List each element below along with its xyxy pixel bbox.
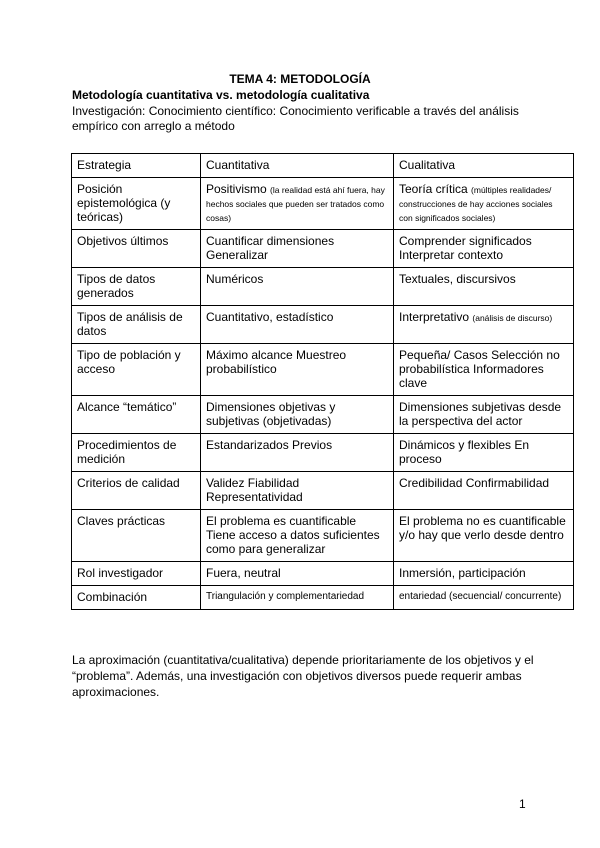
table-row — [72, 562, 574, 586]
table-row — [72, 434, 574, 472]
qual-cell: Dinámicos y flexibles En proceso — [394, 434, 574, 472]
header-cell-cualitativa: Cualitativa — [394, 154, 574, 178]
qual-cell: Inmersión, participación — [394, 562, 574, 586]
row-label: Criterios de calidad — [72, 472, 201, 510]
table-row — [72, 510, 574, 562]
row-label: Procedimientos de medición — [72, 434, 201, 472]
quant-text: Positivismo — [206, 182, 267, 196]
table-row — [72, 268, 574, 306]
quant-cell: Numéricos — [201, 268, 394, 306]
qual-cell: Dimensiones subjetivas desde la perspectiva del actor — [394, 396, 574, 434]
table-row — [72, 230, 574, 268]
quant-cell: Estandarizados Previos — [201, 434, 394, 472]
quant-cell: Cuantificar dimensiones Generalizar — [201, 230, 394, 268]
row-label: Posición epistemológica (y teóricas) — [72, 178, 201, 230]
qual-note: (múltiples realidades/ construcciones de hay acciones sociales con significados sociales) — [399, 185, 553, 223]
table-row — [72, 396, 574, 434]
qual-text: Teoría crítica — [399, 182, 468, 196]
quant-cell: El problema es cuantificable Tiene acceso a datos suficientes como para generalizar — [201, 510, 394, 562]
qual-cell: entariedad (secuencial/ concurrente) — [394, 586, 574, 610]
quant-cell: Validez Fiabilidad Representatividad — [201, 472, 394, 510]
row-label: Claves prácticas — [72, 510, 201, 562]
header-cell-estrategia: Estrategia — [72, 154, 201, 178]
qual-cell — [394, 178, 574, 230]
page-subtitle: Metodología cuantitativa vs. metodología cualitativa — [72, 88, 370, 102]
page-title: TEMA 4: METODOLOGÍA — [229, 72, 371, 86]
qual-cell: El problema no es cuantificable y/o hay que verlo desde dentro — [394, 510, 574, 562]
table-row — [72, 344, 574, 396]
qual-note: (análisis de discurso) — [472, 313, 553, 323]
row-label: Tipos de datos generados — [72, 268, 201, 306]
quant-cell — [201, 178, 394, 230]
quant-cell: Triangulación y complementariedad — [201, 586, 394, 610]
page-number: 1 — [519, 797, 526, 811]
table-row — [72, 178, 574, 230]
row-label: Rol investigador — [72, 562, 201, 586]
row-label: Combinación — [72, 586, 201, 610]
qual-cell: Pequeña/ Casos Selección no probabilística Informadores clave — [394, 344, 574, 396]
intro-paragraph: Investigación: Conocimiento científico: Conocimiento verificable a través del análisis empírico con arreglo a método — [72, 104, 519, 133]
qual-cell: Textuales, discursivos — [394, 268, 574, 306]
table-row — [72, 306, 574, 344]
qual-cell: Comprender significados Interpretar contexto — [394, 230, 574, 268]
quant-cell: Máximo alcance Muestreo probabilístico — [201, 344, 394, 396]
qual-text: Interpretativo — [399, 310, 470, 324]
qual-cell — [394, 306, 574, 344]
table-row — [72, 472, 574, 510]
quant-cell: Dimensiones objetivas y subjetivas (objetivadas) — [201, 396, 394, 434]
row-label: Tipos de análisis de datos — [72, 306, 201, 344]
row-label: Objetivos últimos — [72, 230, 201, 268]
row-label: Alcance “temático” — [72, 396, 201, 434]
table-row — [72, 586, 574, 610]
row-label: Tipo de población y acceso — [72, 344, 201, 396]
quant-cell: Fuera, neutral — [201, 562, 394, 586]
conclusion-paragraph: La aproximación (cuantitativa/cualitativa) depende prioritariamente de los objetivos y el “problema”. Además, una investigación con objetivos diversos puede requerir ambas aproximaciones. — [72, 653, 534, 699]
quant-cell: Cuantitativo, estadístico — [201, 306, 394, 344]
comparison-table — [71, 153, 574, 610]
header-cell-cuantitativa: Cuantitativa — [201, 154, 394, 178]
qual-cell: Credibilidad Confirmabilidad — [394, 472, 574, 510]
table-header-row — [72, 154, 574, 178]
quant-note: (la realidad está ahí fuera, hay hechos sociales que pueden ser tratados como cosas) — [206, 185, 385, 223]
